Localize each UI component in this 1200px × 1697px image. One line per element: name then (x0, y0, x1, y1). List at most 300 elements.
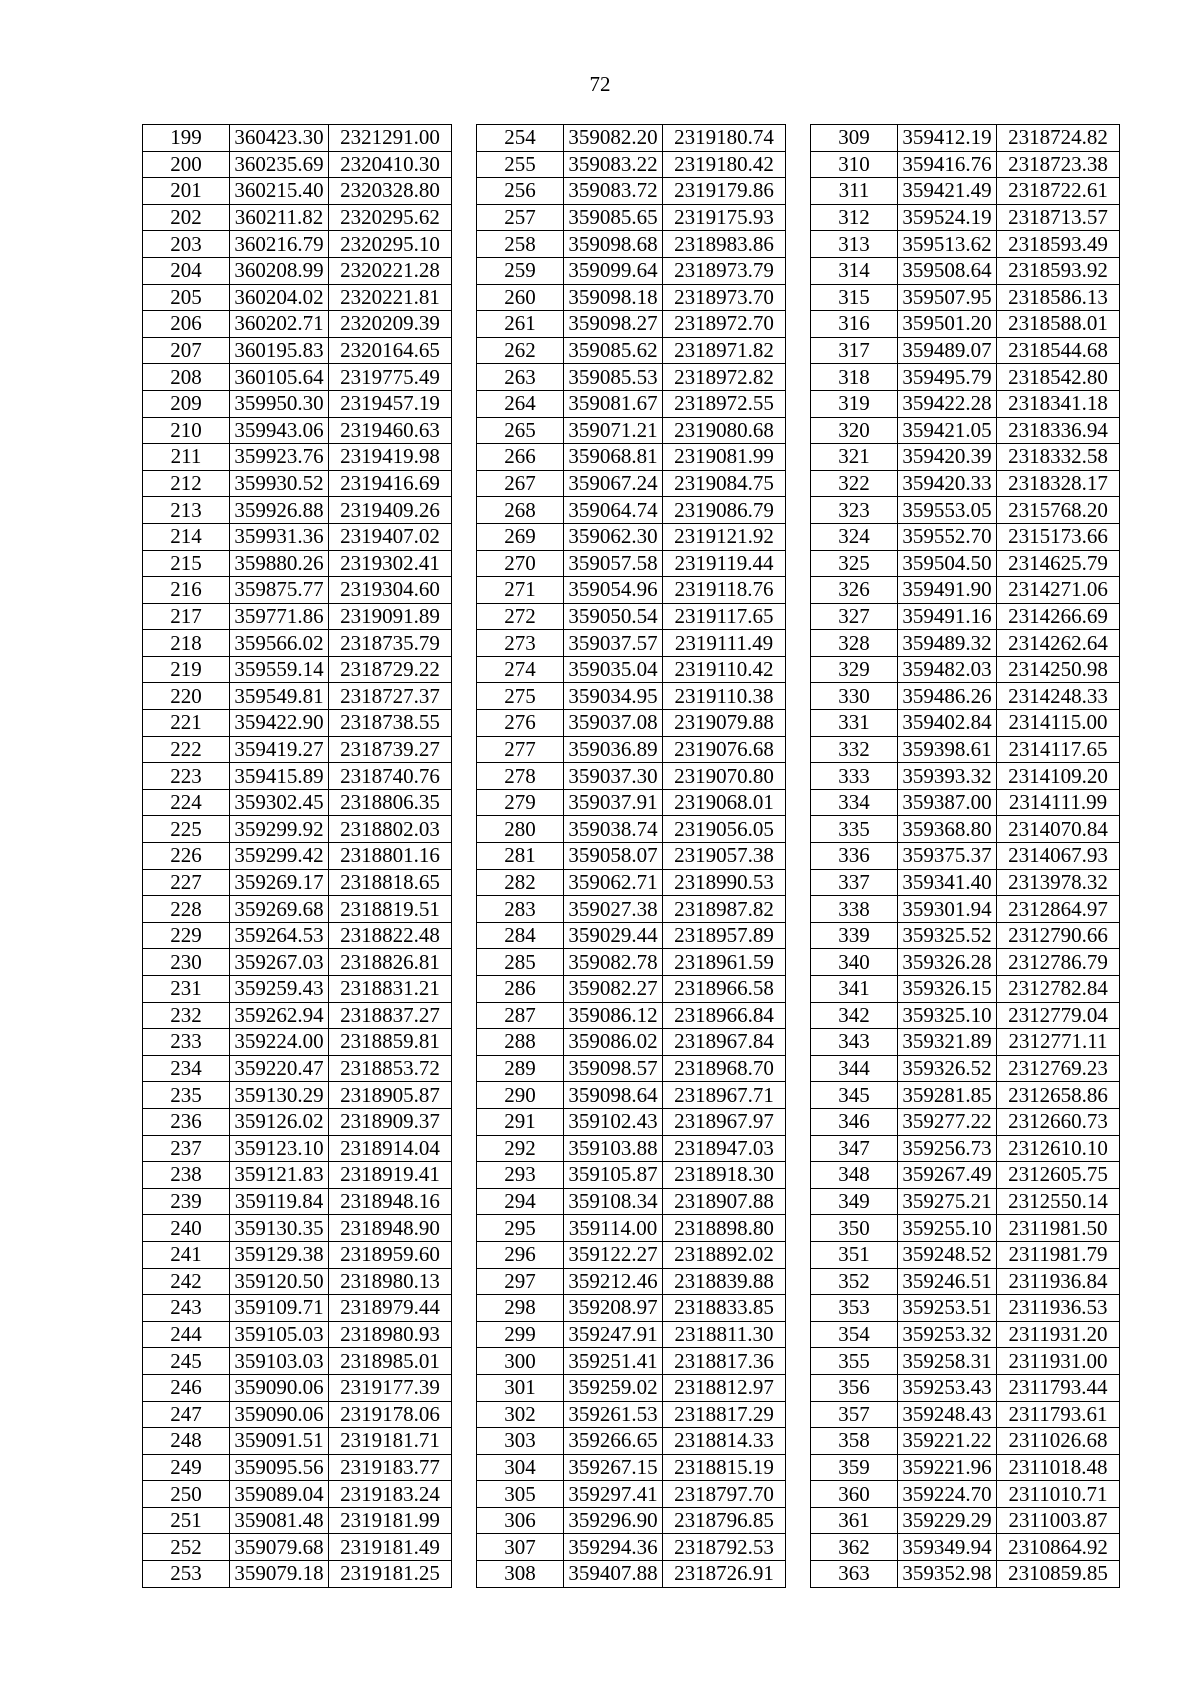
table-row (143, 204, 452, 231)
point-number-cell: 225 (143, 816, 230, 843)
y-coordinate-cell: 2320295.62 (329, 204, 452, 231)
x-coordinate-cell: 359062.30 (564, 523, 663, 550)
table-row (811, 364, 1120, 391)
table-row (143, 816, 452, 843)
y-coordinate-cell: 2315173.66 (997, 523, 1120, 550)
y-coordinate-cell: 2319419.98 (329, 444, 452, 471)
point-number-cell: 356 (811, 1374, 898, 1401)
table-row (143, 1241, 452, 1268)
point-number-cell: 300 (477, 1348, 564, 1375)
table-row (477, 816, 786, 843)
point-number-cell: 228 (143, 896, 230, 923)
x-coordinate-cell: 359296.90 (564, 1507, 663, 1534)
x-coordinate-cell: 359419.27 (230, 736, 329, 763)
x-coordinate-cell: 359057.58 (564, 550, 663, 577)
x-coordinate-cell: 359294.36 (564, 1534, 663, 1561)
x-coordinate-cell: 359119.84 (230, 1188, 329, 1215)
point-number-cell: 319 (811, 390, 898, 417)
x-coordinate-cell: 359393.32 (898, 763, 997, 790)
y-coordinate-cell: 2318593.49 (997, 231, 1120, 258)
table-row (477, 1481, 786, 1508)
table-row (143, 470, 452, 497)
x-coordinate-cell: 359098.27 (564, 311, 663, 338)
table-row (811, 896, 1120, 923)
y-coordinate-cell: 2318967.71 (663, 1082, 786, 1109)
table-row (811, 1561, 1120, 1588)
y-coordinate-cell: 2318973.70 (663, 284, 786, 311)
point-number-cell: 317 (811, 337, 898, 364)
x-coordinate-cell: 359501.20 (898, 311, 997, 338)
table-row (477, 444, 786, 471)
x-coordinate-cell: 359422.28 (898, 390, 997, 417)
x-coordinate-cell: 359082.78 (564, 949, 663, 976)
x-coordinate-cell: 359269.68 (230, 896, 329, 923)
table-row (143, 1135, 452, 1162)
point-number-cell: 320 (811, 417, 898, 444)
point-number-cell: 340 (811, 949, 898, 976)
x-coordinate-cell: 359491.16 (898, 603, 997, 630)
x-coordinate-cell: 359098.64 (564, 1082, 663, 1109)
x-coordinate-cell: 359489.07 (898, 337, 997, 364)
table-row (811, 470, 1120, 497)
y-coordinate-cell: 2311003.87 (997, 1507, 1120, 1534)
x-coordinate-cell: 359402.84 (898, 710, 997, 737)
point-number-cell: 295 (477, 1215, 564, 1242)
x-coordinate-cell: 359089.04 (230, 1481, 329, 1508)
table-row (143, 178, 452, 205)
table-row (477, 550, 786, 577)
point-number-cell: 342 (811, 1002, 898, 1029)
x-coordinate-cell: 359071.21 (564, 417, 663, 444)
y-coordinate-cell: 2311931.20 (997, 1321, 1120, 1348)
point-number-cell: 224 (143, 789, 230, 816)
x-coordinate-cell: 359491.90 (898, 577, 997, 604)
y-coordinate-cell: 2318815.19 (663, 1454, 786, 1481)
y-coordinate-cell: 2318966.58 (663, 976, 786, 1003)
y-coordinate-cell: 2311793.61 (997, 1401, 1120, 1428)
table-row (143, 843, 452, 870)
point-number-cell: 246 (143, 1374, 230, 1401)
table-row (477, 736, 786, 763)
table-row (811, 1029, 1120, 1056)
y-coordinate-cell: 2312779.04 (997, 1002, 1120, 1029)
point-number-cell: 286 (477, 976, 564, 1003)
point-number-cell: 282 (477, 869, 564, 896)
y-coordinate-cell: 2319179.86 (663, 178, 786, 205)
point-number-cell: 247 (143, 1401, 230, 1428)
x-coordinate-cell: 359064.74 (564, 497, 663, 524)
x-coordinate-cell: 359489.32 (898, 630, 997, 657)
y-coordinate-cell: 2319070.80 (663, 763, 786, 790)
point-number-cell: 330 (811, 683, 898, 710)
point-number-cell: 273 (477, 630, 564, 657)
point-number-cell: 304 (477, 1454, 564, 1481)
point-number-cell: 335 (811, 816, 898, 843)
x-coordinate-cell: 359566.02 (230, 630, 329, 657)
table-row (477, 231, 786, 258)
table-row (477, 1215, 786, 1242)
x-coordinate-cell: 359301.94 (898, 896, 997, 923)
x-coordinate-cell: 359771.86 (230, 603, 329, 630)
point-number-cell: 260 (477, 284, 564, 311)
x-coordinate-cell: 359130.35 (230, 1215, 329, 1242)
y-coordinate-cell: 2318811.30 (663, 1321, 786, 1348)
x-coordinate-cell: 360216.79 (230, 231, 329, 258)
x-coordinate-cell: 359302.45 (230, 789, 329, 816)
table-row (811, 1162, 1120, 1189)
table-row (477, 497, 786, 524)
y-coordinate-cell: 2320410.30 (329, 151, 452, 178)
x-coordinate-cell: 359035.04 (564, 656, 663, 683)
y-coordinate-cell: 2319409.26 (329, 497, 452, 524)
x-coordinate-cell: 359504.50 (898, 550, 997, 577)
point-number-cell: 233 (143, 1029, 230, 1056)
table-row (143, 789, 452, 816)
point-number-cell: 240 (143, 1215, 230, 1242)
point-number-cell: 333 (811, 763, 898, 790)
x-coordinate-cell: 359416.76 (898, 151, 997, 178)
y-coordinate-cell: 2318837.27 (329, 1002, 452, 1029)
table-row (477, 1002, 786, 1029)
point-number-cell: 355 (811, 1348, 898, 1375)
x-coordinate-cell: 359220.47 (230, 1055, 329, 1082)
x-coordinate-cell: 359114.00 (564, 1215, 663, 1242)
x-coordinate-cell: 359095.56 (230, 1454, 329, 1481)
point-number-cell: 257 (477, 204, 564, 231)
y-coordinate-cell: 2319183.24 (329, 1481, 452, 1508)
point-number-cell: 353 (811, 1295, 898, 1322)
x-coordinate-cell: 359079.68 (230, 1534, 329, 1561)
x-coordinate-cell: 359277.22 (898, 1108, 997, 1135)
x-coordinate-cell: 359262.94 (230, 1002, 329, 1029)
point-number-cell: 325 (811, 550, 898, 577)
point-number-cell: 331 (811, 710, 898, 737)
x-coordinate-cell: 359027.38 (564, 896, 663, 923)
x-coordinate-cell: 359495.79 (898, 364, 997, 391)
table-row (477, 710, 786, 737)
point-number-cell: 221 (143, 710, 230, 737)
x-coordinate-cell: 359082.20 (564, 125, 663, 152)
x-coordinate-cell: 359923.76 (230, 444, 329, 471)
point-number-cell: 309 (811, 125, 898, 152)
table-row (477, 603, 786, 630)
x-coordinate-cell: 359421.49 (898, 178, 997, 205)
table-row (811, 1428, 1120, 1455)
y-coordinate-cell: 2320328.80 (329, 178, 452, 205)
table-row (811, 603, 1120, 630)
x-coordinate-cell: 359090.06 (230, 1374, 329, 1401)
x-coordinate-cell: 360215.40 (230, 178, 329, 205)
table-row (143, 284, 452, 311)
x-coordinate-cell: 359098.18 (564, 284, 663, 311)
table-row (143, 1481, 452, 1508)
point-number-cell: 276 (477, 710, 564, 737)
y-coordinate-cell: 2318985.01 (329, 1348, 452, 1375)
x-coordinate-cell: 359553.05 (898, 497, 997, 524)
point-number-cell: 337 (811, 869, 898, 896)
x-coordinate-cell: 359486.26 (898, 683, 997, 710)
point-number-cell: 339 (811, 922, 898, 949)
y-coordinate-cell: 2312786.79 (997, 949, 1120, 976)
table-row (143, 1268, 452, 1295)
x-coordinate-cell: 359258.31 (898, 1348, 997, 1375)
x-coordinate-cell: 359062.71 (564, 869, 663, 896)
point-number-cell: 306 (477, 1507, 564, 1534)
table-row (143, 763, 452, 790)
table-row (143, 949, 452, 976)
y-coordinate-cell: 2318818.65 (329, 869, 452, 896)
table-row (477, 125, 786, 152)
y-coordinate-cell: 2318792.53 (663, 1534, 786, 1561)
y-coordinate-cell: 2318980.13 (329, 1268, 452, 1295)
y-coordinate-cell: 2318972.82 (663, 364, 786, 391)
table-row (143, 311, 452, 338)
x-coordinate-cell: 359121.83 (230, 1162, 329, 1189)
table-row (811, 736, 1120, 763)
x-coordinate-cell: 359091.51 (230, 1428, 329, 1455)
x-coordinate-cell: 359050.54 (564, 603, 663, 630)
point-number-cell: 318 (811, 364, 898, 391)
point-number-cell: 349 (811, 1188, 898, 1215)
table-row (811, 1321, 1120, 1348)
point-number-cell: 230 (143, 949, 230, 976)
point-number-cell: 234 (143, 1055, 230, 1082)
y-coordinate-cell: 2318817.29 (663, 1401, 786, 1428)
x-coordinate-cell: 359524.19 (898, 204, 997, 231)
x-coordinate-cell: 359341.40 (898, 869, 997, 896)
y-coordinate-cell: 2318918.30 (663, 1162, 786, 1189)
table-row (143, 151, 452, 178)
x-coordinate-cell: 359950.30 (230, 390, 329, 417)
table-row (477, 178, 786, 205)
x-coordinate-cell: 360211.82 (230, 204, 329, 231)
y-coordinate-cell: 2319079.88 (663, 710, 786, 737)
y-coordinate-cell: 2318738.55 (329, 710, 452, 737)
point-number-cell: 280 (477, 816, 564, 843)
point-number-cell: 343 (811, 1029, 898, 1056)
x-coordinate-cell: 359267.49 (898, 1162, 997, 1189)
x-coordinate-cell: 359224.00 (230, 1029, 329, 1056)
point-number-cell: 348 (811, 1162, 898, 1189)
point-number-cell: 296 (477, 1241, 564, 1268)
table-row (477, 204, 786, 231)
y-coordinate-cell: 2318328.17 (997, 470, 1120, 497)
x-coordinate-cell: 359054.96 (564, 577, 663, 604)
x-coordinate-cell: 359081.67 (564, 390, 663, 417)
table-row (143, 1401, 452, 1428)
y-coordinate-cell: 2318892.02 (663, 1241, 786, 1268)
table-row (477, 1428, 786, 1455)
y-coordinate-cell: 2318987.82 (663, 896, 786, 923)
x-coordinate-cell: 359253.51 (898, 1295, 997, 1322)
y-coordinate-cell: 2315768.20 (997, 497, 1120, 524)
y-coordinate-cell: 2319180.74 (663, 125, 786, 152)
point-number-cell: 284 (477, 922, 564, 949)
table-row (811, 1374, 1120, 1401)
x-coordinate-cell: 359034.95 (564, 683, 663, 710)
y-coordinate-cell: 2318853.72 (329, 1055, 452, 1082)
y-coordinate-cell: 2318972.55 (663, 390, 786, 417)
table-row (477, 470, 786, 497)
x-coordinate-cell: 359508.64 (898, 257, 997, 284)
x-coordinate-cell: 359083.72 (564, 178, 663, 205)
x-coordinate-cell: 359248.43 (898, 1401, 997, 1428)
point-number-cell: 277 (477, 736, 564, 763)
y-coordinate-cell: 2312658.86 (997, 1082, 1120, 1109)
table-row (811, 1481, 1120, 1508)
x-coordinate-cell: 359261.53 (564, 1401, 663, 1428)
table-row (811, 125, 1120, 152)
x-coordinate-cell: 359421.05 (898, 417, 997, 444)
y-coordinate-cell: 2314248.33 (997, 683, 1120, 710)
table-row (811, 949, 1120, 976)
table-row (811, 1401, 1120, 1428)
y-coordinate-cell: 2319460.63 (329, 417, 452, 444)
table-row (143, 257, 452, 284)
point-number-cell: 250 (143, 1481, 230, 1508)
x-coordinate-cell: 359559.14 (230, 656, 329, 683)
y-coordinate-cell: 2318967.84 (663, 1029, 786, 1056)
y-coordinate-cell: 2314262.64 (997, 630, 1120, 657)
table-row (477, 630, 786, 657)
table-row (477, 1321, 786, 1348)
y-coordinate-cell: 2318722.61 (997, 178, 1120, 205)
y-coordinate-cell: 2318948.16 (329, 1188, 452, 1215)
x-coordinate-cell: 359267.15 (564, 1454, 663, 1481)
table-row (811, 1055, 1120, 1082)
y-coordinate-cell: 2314271.06 (997, 577, 1120, 604)
x-coordinate-cell: 359943.06 (230, 417, 329, 444)
table-row (143, 1507, 452, 1534)
table-row (143, 390, 452, 417)
y-coordinate-cell: 2318914.04 (329, 1135, 452, 1162)
point-number-cell: 202 (143, 204, 230, 231)
y-coordinate-cell: 2318826.81 (329, 949, 452, 976)
y-coordinate-cell: 2318735.79 (329, 630, 452, 657)
y-coordinate-cell: 2319181.71 (329, 1428, 452, 1455)
x-coordinate-cell: 359109.71 (230, 1295, 329, 1322)
point-number-cell: 214 (143, 523, 230, 550)
x-coordinate-cell: 359221.96 (898, 1454, 997, 1481)
y-coordinate-cell: 2318806.35 (329, 789, 452, 816)
x-coordinate-cell: 359067.24 (564, 470, 663, 497)
y-coordinate-cell: 2319110.38 (663, 683, 786, 710)
point-number-cell: 211 (143, 444, 230, 471)
x-coordinate-cell: 360423.30 (230, 125, 329, 152)
x-coordinate-cell: 359120.50 (230, 1268, 329, 1295)
point-number-cell: 301 (477, 1374, 564, 1401)
x-coordinate-cell: 359321.89 (898, 1029, 997, 1056)
y-coordinate-cell: 2314625.79 (997, 550, 1120, 577)
table-row (811, 1108, 1120, 1135)
table-row (811, 284, 1120, 311)
y-coordinate-cell: 2318839.88 (663, 1268, 786, 1295)
point-number-cell: 278 (477, 763, 564, 790)
point-number-cell: 203 (143, 231, 230, 258)
table-row (811, 683, 1120, 710)
table-row (477, 1348, 786, 1375)
y-coordinate-cell: 2318833.85 (663, 1295, 786, 1322)
table-row (477, 896, 786, 923)
point-number-cell: 291 (477, 1108, 564, 1135)
coordinate-table-left (142, 124, 452, 1588)
table-row (143, 444, 452, 471)
y-coordinate-cell: 2319181.99 (329, 1507, 452, 1534)
point-number-cell: 232 (143, 1002, 230, 1029)
y-coordinate-cell: 2311018.48 (997, 1454, 1120, 1481)
table-row (143, 125, 452, 152)
point-number-cell: 305 (477, 1481, 564, 1508)
table-row (143, 1534, 452, 1561)
table-row (477, 1295, 786, 1322)
y-coordinate-cell: 2318713.57 (997, 204, 1120, 231)
point-number-cell: 229 (143, 922, 230, 949)
table-row (143, 630, 452, 657)
x-coordinate-cell: 359253.43 (898, 1374, 997, 1401)
table-row (143, 1082, 452, 1109)
table-row (143, 1029, 452, 1056)
point-number-cell: 302 (477, 1401, 564, 1428)
y-coordinate-cell: 2318726.91 (663, 1561, 786, 1588)
point-number-cell: 213 (143, 497, 230, 524)
x-coordinate-cell: 359398.61 (898, 736, 997, 763)
table-row (811, 789, 1120, 816)
y-coordinate-cell: 2318739.27 (329, 736, 452, 763)
point-number-cell: 244 (143, 1321, 230, 1348)
point-number-cell: 222 (143, 736, 230, 763)
table-row (477, 843, 786, 870)
table-row (477, 949, 786, 976)
x-coordinate-cell: 359103.03 (230, 1348, 329, 1375)
table-row (477, 683, 786, 710)
table-row (143, 1348, 452, 1375)
point-number-cell: 235 (143, 1082, 230, 1109)
y-coordinate-cell: 2318797.70 (663, 1481, 786, 1508)
y-coordinate-cell: 2319407.02 (329, 523, 452, 550)
point-number-cell: 204 (143, 257, 230, 284)
x-coordinate-cell: 359926.88 (230, 497, 329, 524)
point-number-cell: 205 (143, 284, 230, 311)
y-coordinate-cell: 2318973.79 (663, 257, 786, 284)
y-coordinate-cell: 2319118.76 (663, 577, 786, 604)
point-number-cell: 326 (811, 577, 898, 604)
table-row (143, 550, 452, 577)
x-coordinate-cell: 359037.08 (564, 710, 663, 737)
x-coordinate-cell: 359420.39 (898, 444, 997, 471)
y-coordinate-cell: 2318341.18 (997, 390, 1120, 417)
point-number-cell: 266 (477, 444, 564, 471)
x-coordinate-cell: 359246.51 (898, 1268, 997, 1295)
y-coordinate-cell: 2314067.93 (997, 843, 1120, 870)
point-number-cell: 279 (477, 789, 564, 816)
y-coordinate-cell: 2319177.39 (329, 1374, 452, 1401)
point-number-cell: 281 (477, 843, 564, 870)
point-number-cell: 206 (143, 311, 230, 338)
x-coordinate-cell: 359549.81 (230, 683, 329, 710)
point-number-cell: 216 (143, 577, 230, 604)
table-row (477, 1534, 786, 1561)
point-number-cell: 254 (477, 125, 564, 152)
table-row (143, 1374, 452, 1401)
table-row (143, 1108, 452, 1135)
point-number-cell: 290 (477, 1082, 564, 1109)
x-coordinate-cell: 360105.64 (230, 364, 329, 391)
x-coordinate-cell: 359930.52 (230, 470, 329, 497)
point-number-cell: 357 (811, 1401, 898, 1428)
x-coordinate-cell: 359352.98 (898, 1561, 997, 1588)
x-coordinate-cell: 359130.29 (230, 1082, 329, 1109)
y-coordinate-cell: 2312769.23 (997, 1055, 1120, 1082)
